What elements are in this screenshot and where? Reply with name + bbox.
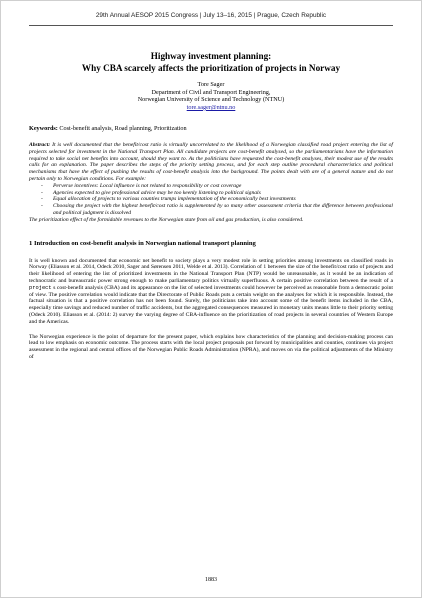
bullet-text: Equal allocation of projects to various counties trumps implementation of the economically best investments xyxy=(53,196,296,203)
section-heading: 1 Introduction on cost-benefit analysis in Norwegian national transport planning xyxy=(29,239,256,247)
author-block xyxy=(29,81,393,111)
bullet-text: Choosing the project with the highest benefit/cost ratio is supplemented by so many other assessment criteria that the difference between professional and political judgment is dissolved xyxy=(53,203,393,216)
abstract-bullet-list xyxy=(29,183,393,217)
list-item: - Choosing the project with the highest benefit/cost ratio is supplemented by so many other assessment criteria that the difference between professional and political judgment is dissolved xyxy=(41,203,393,216)
affiliation-line-2: Norwegian University of Science and Technology (NTNU) xyxy=(137,96,285,104)
author-name: Tore Sager xyxy=(197,81,225,88)
header-rule xyxy=(29,25,393,26)
page-content xyxy=(29,38,393,369)
keywords-text: Cost-benefit analysis, Road planning, Prioritization xyxy=(59,125,187,133)
paper-title xyxy=(29,51,393,74)
abstract-label: Abstract: xyxy=(29,141,51,148)
list-item: - Equal allocation of projects to various counties trumps implementation of the economically best investments xyxy=(41,196,296,203)
bullet-text: Agencies expected to give professional advice may be too keenly listening to political signals xyxy=(53,189,261,196)
paragraph-1-text-a: It is well known and documented that economic net benefit to society plays a very modest role in setting priorities among investments on classified roads in Norway (Eliasson et al. 2014, Odeck 2010, Sager and Sørensen 2011, Welde et al. 2013). Correlation of 1 between the size of the benefit/cost ratio of projects and their likelihood of entering the list of prioritized investments in the National Transport Plan (NTP) would be unreasonable, as it would be an indication of technocratic and bureaucratic power strong enough to make parliamentary politics virtually superfluous. A certain positive correlation between the result of a xyxy=(29,257,393,284)
abstract xyxy=(29,142,393,183)
affiliation-line-1: Department of Civil and Transport Engineering, xyxy=(151,88,271,96)
paragraph-1-text-b: s cost-benefit analysis (CBA) and its appearance on the list of selected investments could however be perceived as reasonable from a democratic point of view. The positive correlation would indicate that the Directorate of Public Roads puts a certain weight on the analyses for which it is responsible. Instead, the factual situation is that a positive correlation has not been found. Surely, the politicians take into account some of the benefit items included in the CBA, especially time savings and reduced number of traffic accidents, but the aggregated consequences measured in monetary units means little to their priority setting (Odeck 2010). Eliasson et al. (2014: 2) survey the varying degree of CBA-influence on the prioritization of road projects in several countries of Western Europe and the Americas. xyxy=(29,284,393,325)
abstract-text: It is well documented that the benefit/cost ratio is virtually uncorrelated to the likelihood of a Norwegian classified road project entering the list of projects selected for investment in the National Transport Plan. All candidate projects are cost-benefit analysed, so the parliamentarians have the information required to take social net benefits into account, should they want to. As the politicians have requested the cost-benefit analyses, their modest use of the results calls for an explanation. The paper describes the steps of the priority setting process, and for each step outline procedural characteristics and political mechanisms that have the effect of pushing the results of cost-benefit analysis into the background. The points dealt with are of a general nature and do not pertain only to Norwegian conditions. For example: xyxy=(29,141,393,182)
abstract-closing: The prioritization effect of the formidable revenues to the Norwegian state from oil and gas production, is also considered. xyxy=(29,216,304,223)
title-line-1: Highway investment planning: xyxy=(150,51,272,61)
paragraph-1-mono: project xyxy=(29,284,52,291)
list-item: - Agencies expected to give professional advice may be too keenly listening to political signals xyxy=(41,189,261,196)
running-header: 29th Annual AESOP 2015 Congress | July 13–16, 2015 | Prague, Czech Republic xyxy=(95,12,327,19)
keywords-label: Keywords: xyxy=(29,125,58,133)
list-item: - Perverse incentives: Local influence is not related to responsibility or cost coverage xyxy=(41,182,242,189)
author-email-link[interactable]: tore.sager@ntnu.no xyxy=(186,103,236,111)
bullet-text: Perverse incentives: Local influence is not related to responsibility or cost coverage xyxy=(53,182,242,189)
paragraph-1 xyxy=(29,258,393,326)
title-line-2: Why CBA scarcely affects the prioritization of projects in Norway xyxy=(81,62,341,73)
keywords xyxy=(29,125,393,133)
paragraph-2: The Norwegian experience is the point of departure for the present paper, which explains how characteristics of the planning and decision-making process can lead to low emphasis on economic outcome. The process starts with the local project proposals put forward by municipalities and counties, continues via project assessment in the regional and central offices of the Norwegian Public Roads Administration (NPRA), and moves on via the political adjustments of the Ministry of xyxy=(29,333,393,360)
page-number: 1883 xyxy=(205,577,217,583)
